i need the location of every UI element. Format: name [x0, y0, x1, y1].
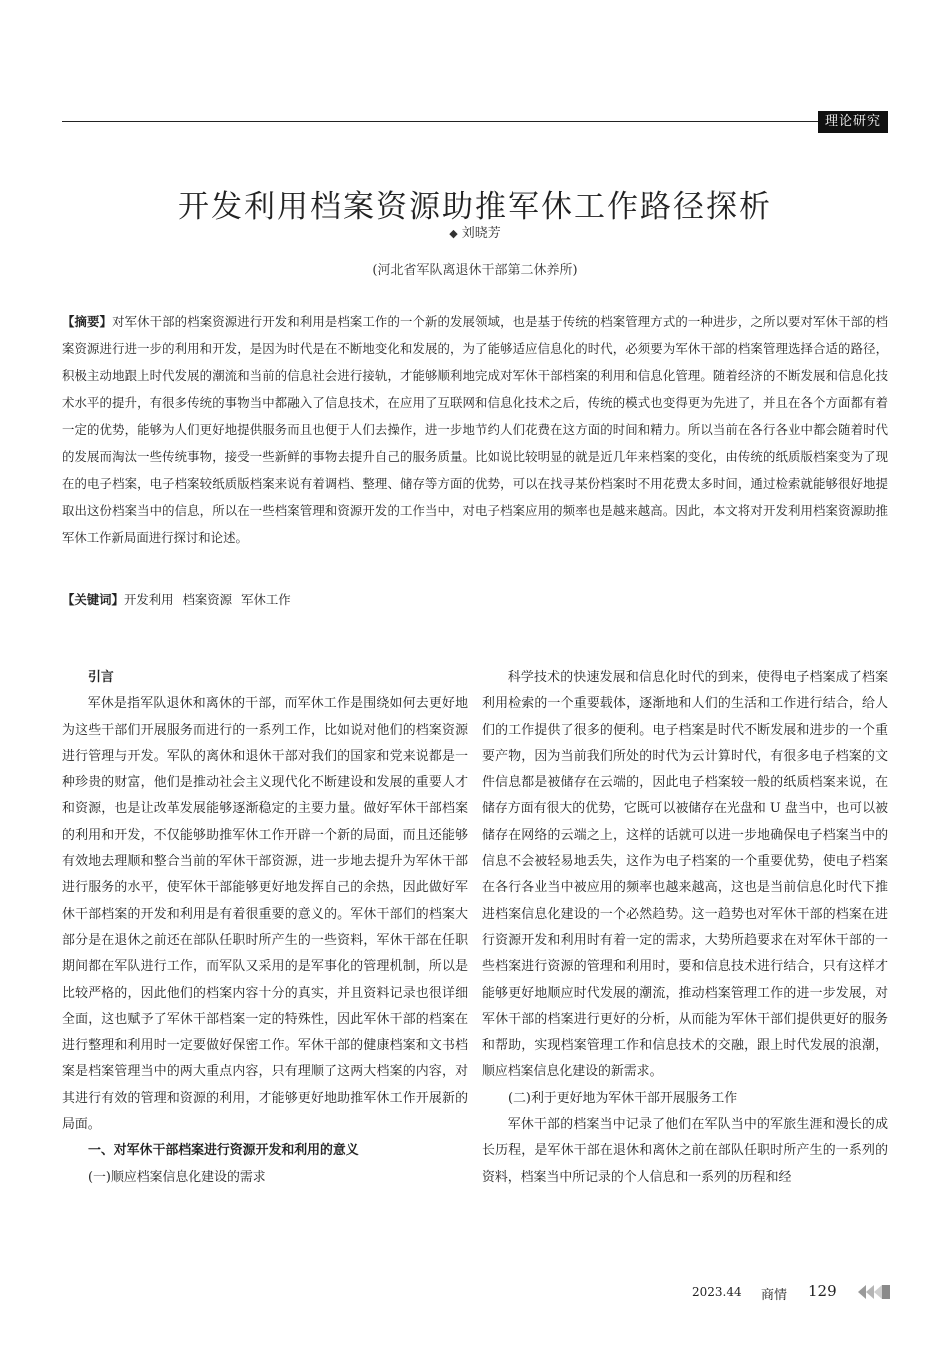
article-title: 开发利用档案资源助推军休工作路径探析	[178, 188, 772, 225]
body-column-left	[62, 665, 468, 1191]
decorative-arrows-icon	[858, 1285, 890, 1303]
intro-heading: 引言	[88, 670, 114, 685]
author-name: 刘晓芳	[461, 226, 501, 241]
abstract-label: 【摘要】	[62, 314, 113, 329]
intro-paragraph: 军休是指军队退休和离休的干部，而军休工作是围绕如何去更好地为这些干部们开展服务而进行的一系列工作，比如说对他们的档案资源进行管理与开发。军队的离休和退休干部对我们的国家和党来说都是一种珍贵的财富，他们是推动社会主义现代化不断建设和发展的重要人才和资源，也是让改革发展能够逐渐稳定的主要力量。做好军休干部档案的利用和开发，不仅能够助推军休工作开辟一个新的局面，而且还能够有效地去理顺和整合当前的军休干部资源，进一步地去提升为军休干部进行服务的水平，使军休干部能够更好地发挥自己的余热，因此做好军休干部档案的开发和利用是有着很重要的意义的。军休干部们的档案大部分是在退休之前还在部队任职时所产生的一些资料，军休干部在任职期间都在军队进行工作，而军队又采用的是军事化的管理机制，所以是比较严格的，因此他们的档案内容十分的真实，并且资料记录也很详细全面，这也赋予了军休干部档案一定的特殊性，因此军休干部的档案在进行整理和利用时一定要做好保密工作。军休干部的健康档案和文书档案是档案管理当中的两大重点内容，只有理顺了这两大档案的内容，对其进行有效的管理和资源的利用，才能够更好地助推军休工作开展新的局面。	[62, 696, 468, 1133]
keywords	[62, 589, 888, 611]
header-rule	[62, 121, 818, 122]
page-number: 129	[808, 1282, 837, 1300]
affiliation: (河北省军队离退休干部第二休养所)	[372, 263, 578, 278]
author-line	[0, 222, 950, 241]
body-column-right	[482, 665, 888, 1191]
diamond-icon: ◆	[449, 227, 458, 240]
body-paragraph: 科学技术的快速发展和信息化时代的到来，使得电子档案成了档案利用检索的一个重要载体，逐渐地和人们的生活和工作进行结合，给人们的工作提供了很多的便利。电子档案是时代不断发展和进步的一个重要产物，因为当前我们所处的时代为云计算时代，有很多电子档案的文件信息都是被储存在云端的，因此电子档案较一般的纸质档案来说，在储存方面有很大的优势，它既可以被储存在光盘和 U 盘当中，也可以被储存在网络的云端之上，这样的话就可以进一步地确保电子档案当中的信息不会被轻易地丢失，这作为电子档案的一个重要优势，使电子档案在各行各业当中被应用的频率也越来越高，这也是当前信息化时代下推进档案信息化建设的一个必然趋势。这一趋势也对军休干部的档案在进行资源开发和利用时有着一定的需求，大势所趋要求在对军休干部的一些档案进行资源的管理和利用时，要和信息技术进行结合，只有这样才能够更好地顺应时代发展的潮流，推动档案管理工作的进一步发展，对军休干部的档案进行更好的分析，从而能为军休干部们提供更好的服务和帮助，实现档案管理工作和信息技术的交融，跟上时代发展的浪潮，顺应档案信息化建设的新需求。	[482, 670, 888, 1080]
abstract	[62, 308, 888, 551]
keyword: 军休工作	[241, 592, 291, 607]
section1-heading: 一、对军休干部档案进行资源开发和利用的意义	[88, 1143, 359, 1159]
section1-subheading: (一)顺应档案信息化建设的需求	[88, 1169, 266, 1185]
keyword: 开发利用	[123, 592, 174, 607]
page-footer	[0, 1281, 950, 1305]
footer-journal: 商情	[761, 1288, 788, 1303]
keyword: 档案资源	[182, 592, 233, 607]
section1-subheading-2: (二)利于更好地为军休干部开展服务工作	[508, 1090, 738, 1106]
section-tag: 理论研究	[818, 111, 888, 133]
keywords-label: 【关键词】	[62, 592, 124, 607]
footer-issue: 2023.44	[692, 1285, 742, 1299]
body-paragraph: 军休干部的档案当中记录了他们在军队当中的军旅生涯和漫长的成长历程，是军休干部在退休和离休之前在部队任职时所产生的一系列的资料，档案当中所记录的个人信息和一系列的历程和经	[482, 1117, 888, 1185]
abstract-text: 对军休干部的档案资源进行开发和利用是档案工作的一个新的发展领域，也是基于传统的档案管理方式的一种进步，之所以要对军休干部的档案资源进行进一步的利用和开发，是因为时代是在不断地变化和发展的，为了能够适应信息化的时代，必须要为军休干部的档案管理选择合适的路径，积极主动地跟上时代发展的潮流和当前的信息社会进行接轨，才能够顺利地完成对军休干部档案的利用和信息化管理。随着经济的不断发展和信息化技术水平的提升，有很多传统的事物当中都融入了信息技术，在应用了互联网和信息化技术之后，传统的模式也变得更为先进了，并且在各个方面都有着一定的优势，能够为人们更好地提供服务而且也便于人们去操作，进一步地节约人们花费在这方面的时间和精力。所以当前在各行各业中都会随着时代的发展而淘汰一些传统事物，接受一些新鲜的事物去提升自己的服务质量。比如说比较明显的就是近几年来档案的变化，由传统的纸质版档案变为了现在的电子档案，电子档案较纸质版档案来说有着调档、整理、储存等方面的优势，可以在找寻某份档案时不用花费太多时间，通过检索就能够很好地提取出这份档案当中的信息，所以在一些档案管理和资源开发的工作当中，对电子档案应用的频率也是越来越高。因此，本文将对开发利用档案资源助推军休工作新局面进行探讨和论述。	[62, 314, 889, 545]
